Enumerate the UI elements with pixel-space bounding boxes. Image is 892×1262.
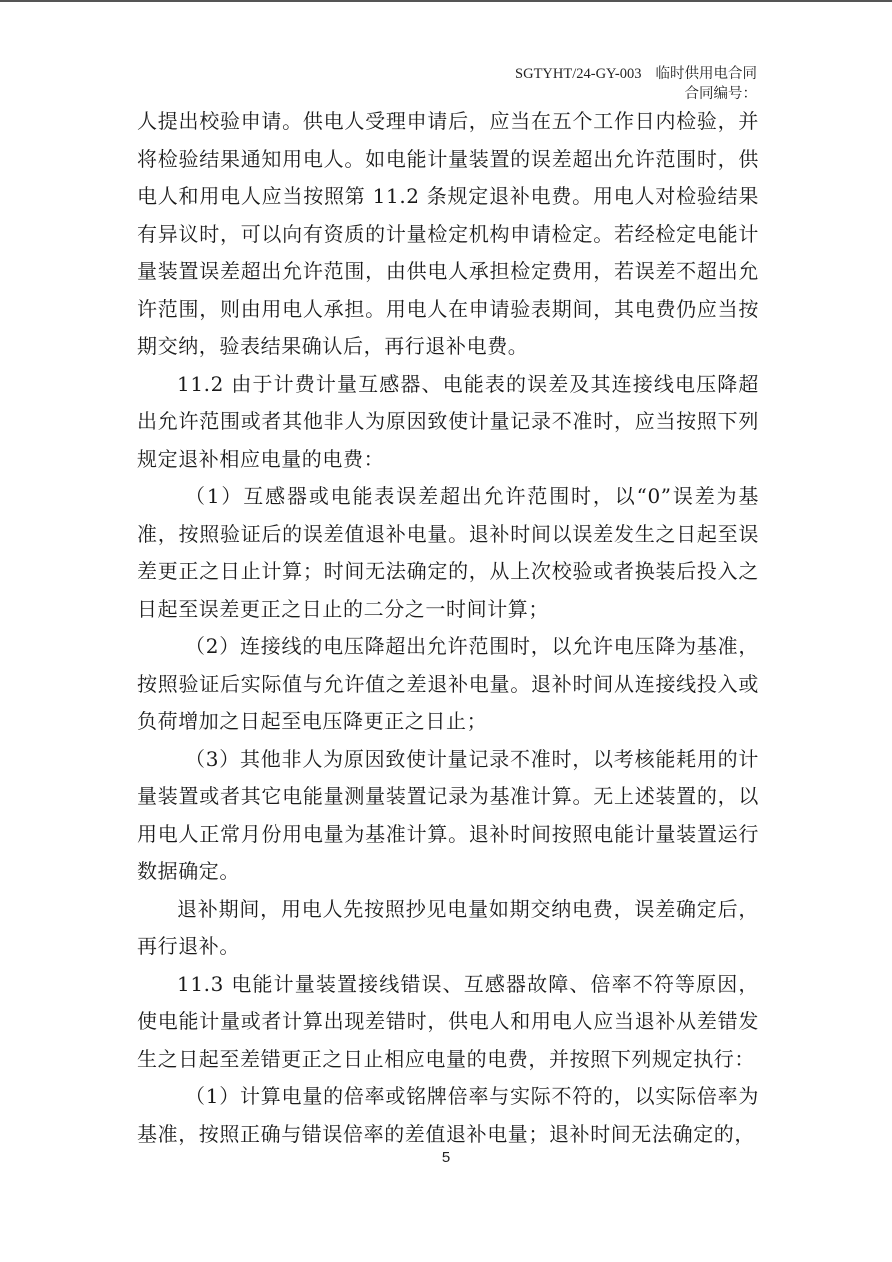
paragraph-11-2-item-2: （2）连接线的电压降超出允许范围时，以允许电压降为基准，按照验证后实际值与允许值之差退补电量。退补时间从连接线投入或负荷增加之日起至电压降更正之日止； xyxy=(137,634,759,733)
paragraph-11-2-item-1: （1）互感器或电能表误差超出允许范围时，以“0”误差为基准，按照验证后的误差值退补电量。退补时间以误差发生之日起至误差更正之日止计算；时间无法确定的，从上次校验或者换装后投入之日起至误差更正之日止的二分之一时间计算； xyxy=(137,484,759,621)
paragraph-11-2-item-3: （3）其他非人为原因致使计量记录不准时，以考核能耗用的计量装置或者其它电能量测量装置记录为基准计算。无上述装置的，以用电人正常月份用电量为基准计算。退补时间按照电能计量装置运行数据确定。 xyxy=(137,746,759,883)
document-body xyxy=(137,103,759,1153)
paragraph-clause-11-2: 11.2 由于计费计量互感器、电能表的误差及其连接线电压降超出允许范围或者其他非人为原因致使计量记录不准时，应当按照下列规定退补相应电量的电费： xyxy=(137,371,759,471)
paragraph-refund-period: 退补期间，用电人先按照抄见电量如期交纳电费，误差确定后，再行退补。 xyxy=(137,896,759,958)
paragraph-continuation: 人提出校验申请。供电人受理申请后，应当在五个工作日内检验，并将检验结果通知用电人。如电能计量装置的误差超出允许范围时，供电人和用电人应当按照第 11.2 条规定退补电费。用电人对检验结果有异议时，可以向有资质的计量检定机构申请检定。若经检定电能计量装置误差超出允许范围，由供电人承担检定费用，若误差不超出允许范围，则由用电人承担。用电人在申请验表期间，其电费仍应当按期交纳，验表结果确认后，再行退补电费。 xyxy=(137,109,759,358)
contract-title: 临时供用电合同 xyxy=(655,66,757,82)
header-line-1 xyxy=(515,64,757,84)
contract-code: SGTYHT/24-GY-003 xyxy=(515,66,642,82)
contract-number-label: 合同编号： xyxy=(684,86,757,102)
page-number: 5 xyxy=(441,1149,451,1166)
paragraph-11-3-item-1: （1）计算电量的倍率或铭牌倍率与实际不符的，以实际倍率为基准，按照正确与错误倍率的差值退补电量；退补时间无法确定的， xyxy=(137,1084,759,1146)
header-line-2 xyxy=(515,84,757,104)
paragraph-clause-11-3: 11.3 电能计量装置接线错误、互感器故障、倍率不符等原因，使电能计量或者计算出现差错时，供电人和用电人应当退补从差错发生之日起至差错更正之日止相应电量的电费，并按照下列规定执行： xyxy=(137,971,759,1071)
top-border-line xyxy=(0,0,892,2)
page-header xyxy=(515,64,757,104)
